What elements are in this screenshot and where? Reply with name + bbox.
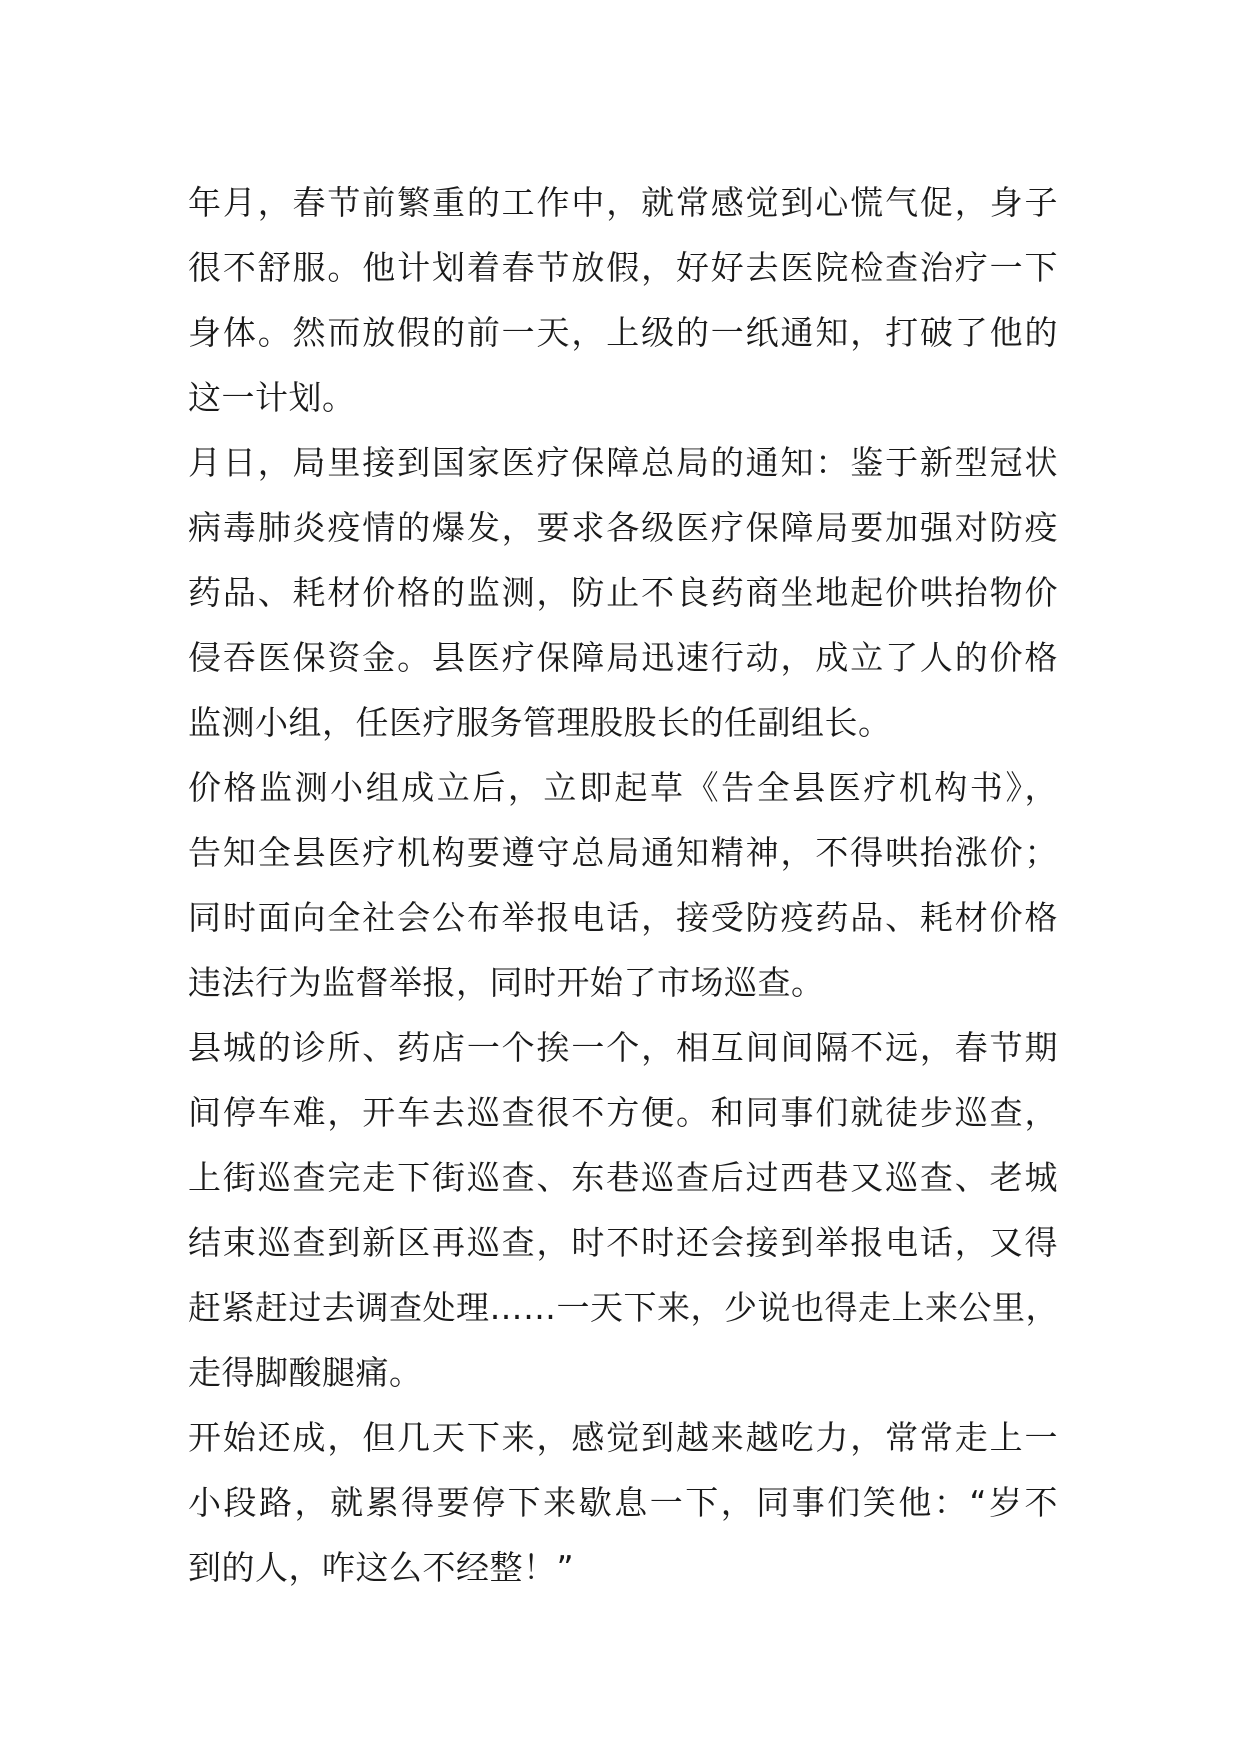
text-line: 小段路，就累得要停下来歇息一下，同事们笑他：“岁不 [188,1483,1058,1522]
paragraph [188,170,1058,430]
text-line: 走得脚酸腿痛。 [188,1353,423,1392]
text-line: 违法行为监督举报，同时开始了市场巡查。 [188,963,825,1002]
text-line: 身体。然而放假的前一天，上级的一纸通知，打破了他的 [188,313,1058,352]
paragraph [188,1405,1058,1600]
text-line: 到的人，咋这么不经整！” [188,1548,575,1587]
text-line: 县城的诊所、药店一个挨一个，相互间间隔不远，春节期 [188,1028,1058,1067]
text-line: 病毒肺炎疫情的爆发，要求各级医疗保障局要加强对防疫 [188,508,1058,547]
body-text [188,170,1058,1600]
text-line: 结束巡查到新区再巡查，时不时还会接到举报电话，又得 [188,1223,1058,1262]
text-line: 监测小组，任医疗服务管理股股长的任副组长。 [188,703,892,742]
text-line: 开始还成，但几天下来，感觉到越来越吃力，常常走上一 [188,1418,1058,1457]
text-line: 间停车难，开车去巡查很不方便。和同事们就徒步巡查， [188,1093,1058,1132]
text-line: 告知全县医疗机构要遵守总局通知精神，不得哄抬涨价； [188,833,1058,872]
text-line: 这一计划。 [188,378,356,417]
paragraph [188,1015,1058,1405]
text-line: 很不舒服。他计划着春节放假，好好去医院检查治疗一下 [188,248,1058,287]
paragraph [188,430,1058,755]
text-line: 赶紧赶过去调查处理……一天下来，少说也得走上来公里， [188,1288,1059,1327]
text-line: 药品、耗材价格的监测，防止不良药商坐地起价哄抬物价 [188,573,1058,612]
text-line: 年月，春节前繁重的工作中，就常感觉到心慌气促，身子 [188,183,1058,222]
paragraph [188,755,1058,1015]
text-line: 同时面向全社会公布举报电话，接受防疫药品、耗材价格 [188,898,1058,937]
text-line: 价格监测小组成立后，立即起草《告全县医疗机构书》， [188,768,1058,807]
text-line: 月日，局里接到国家医疗保障总局的通知：鉴于新型冠状 [188,443,1058,482]
text-line: 上街巡查完走下街巡查、东巷巡查后过西巷又巡查、老城 [188,1158,1058,1197]
text-line: 侵吞医保资金。县医疗保障局迅速行动，成立了人的价格 [188,638,1058,677]
